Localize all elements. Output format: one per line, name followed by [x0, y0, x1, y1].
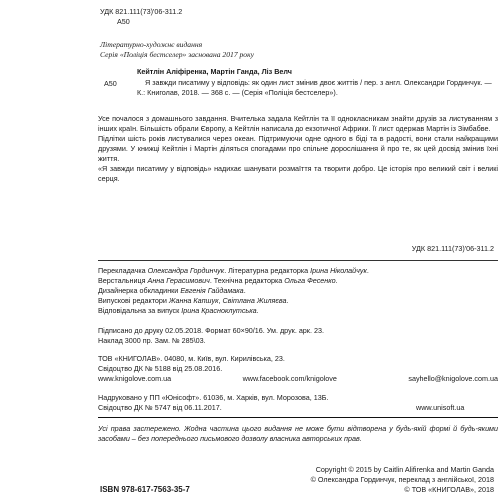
credits [98, 266, 498, 316]
printer-website-link[interactable]: www.unisoft.ua [416, 403, 465, 412]
annotation-paragraph: Усе почалося з домашнього завдання. Вчителька задала Кейтлін та її однокласникам знайти друзів за листуванням з інших країн. Більшість обрали Європу, а Кейтлін написала до екзотичної Африки. Її лист одержав Мартін із Зімбабве. [98, 114, 498, 133]
credit-line: Дизайнерка обкладинки Евгенія Гайдамака. [98, 286, 246, 295]
annotation-paragraph: Підлітки шість років листувалися через океан. Підтримуючи одне одного в біді та в радості, вони стали найкращими друзями. У книжці Кейтлін і Мартін діляться спогадами про спільне дорослішання й про те, як цей досвід змінив їхні життя. [98, 134, 498, 163]
catalog-description: Я завжди писатиму у відповідь: як один лист змінив двоє життів / пер. з англ. Олександри Гординчук. — К.: Книголав, 2018. — 368 с. — (Серія «Поліція бестселер»). [137, 78, 492, 97]
edition-type: Літературно-художнє видання [100, 40, 203, 49]
annotation-paragraph: «Я завжди писатиму у відповідь» надихає шанувати розмаїття та творити добро. Це історія про великий світ і великі серця. [98, 164, 498, 183]
catalog-code: A50 [104, 79, 117, 88]
bbk-code-top: A50 [117, 17, 130, 26]
divider [98, 260, 498, 261]
credit-line: Верстальниця Анна Герасимович. Технічна редакторка Ольга Фесенко. [98, 276, 338, 285]
publisher-email-link[interactable]: sayhello@knigolove.com.ua [408, 374, 498, 383]
printer-info: Надруковано у ПП «Юнісофт». 61036, м. Харків, вул. Морозова, 13Б. Свідоцтво ДК № 5747 від 06.11.2017. www.unisoft.ua [98, 393, 465, 412]
print-info: Підписано до друку 02.05.2018. Формат 60×90/16. Ум. друк. арк. 23. Наклад 3000 пр. Зам. № 285\03. [98, 326, 324, 345]
divider [98, 417, 498, 418]
credit-line: Відповідальна за випуск Ірина Красноклутська. [98, 306, 259, 315]
publisher-website-link[interactable]: www.knigolove.com.ua [98, 374, 172, 383]
publisher-info: ТОВ «КНИГОЛАВ». 04080, м. Київ, вул. Кирилівська, 23. Свідоцтво ДК № 5188 від 25.08.2016. www.knigolove.com.ua www.facebook.com/knigolove sayhello@knigolove.com.ua [98, 354, 498, 383]
credit-line: Випускові редактори Жанна Капшук, Світлана Жиляєва. [98, 296, 289, 305]
series-info: Серія «Поліція бестселер» заснована 2017 року [100, 50, 255, 59]
publisher-facebook-link[interactable]: www.facebook.com/knigolove [242, 374, 337, 383]
isbn: ISBN 978-617-7563-35-7 [100, 485, 190, 494]
catalog-authors: Кейтлін Аліфіренка, Мартін Ганда, Ліз Велч [137, 67, 292, 76]
udc-code-bottom: УДК 821.111(73)'06-311.2 [411, 244, 494, 253]
credit-line: Перекладачка Олександра Гординчук. Літературна редакторка Ірина Ніколайчук. [98, 266, 369, 275]
annotation [98, 114, 498, 184]
udc-code-top: УДК 821.111(73)'06-311.2 [100, 7, 183, 16]
rights-notice: Усі права застережено. Жодна частина цього видання не може бути відтворена у будь-якій формі й будь-якими засобами – без попереднього письмового дозволу власника авторських прав. [98, 424, 498, 443]
copyright-block: Copyright © 2015 by Caitlin Alifirenka and Martin Ganda © Олександра Гординчук, переклад з англійської, 2018 © ТОВ «КНИГОЛАВ», 2018 [310, 465, 494, 494]
